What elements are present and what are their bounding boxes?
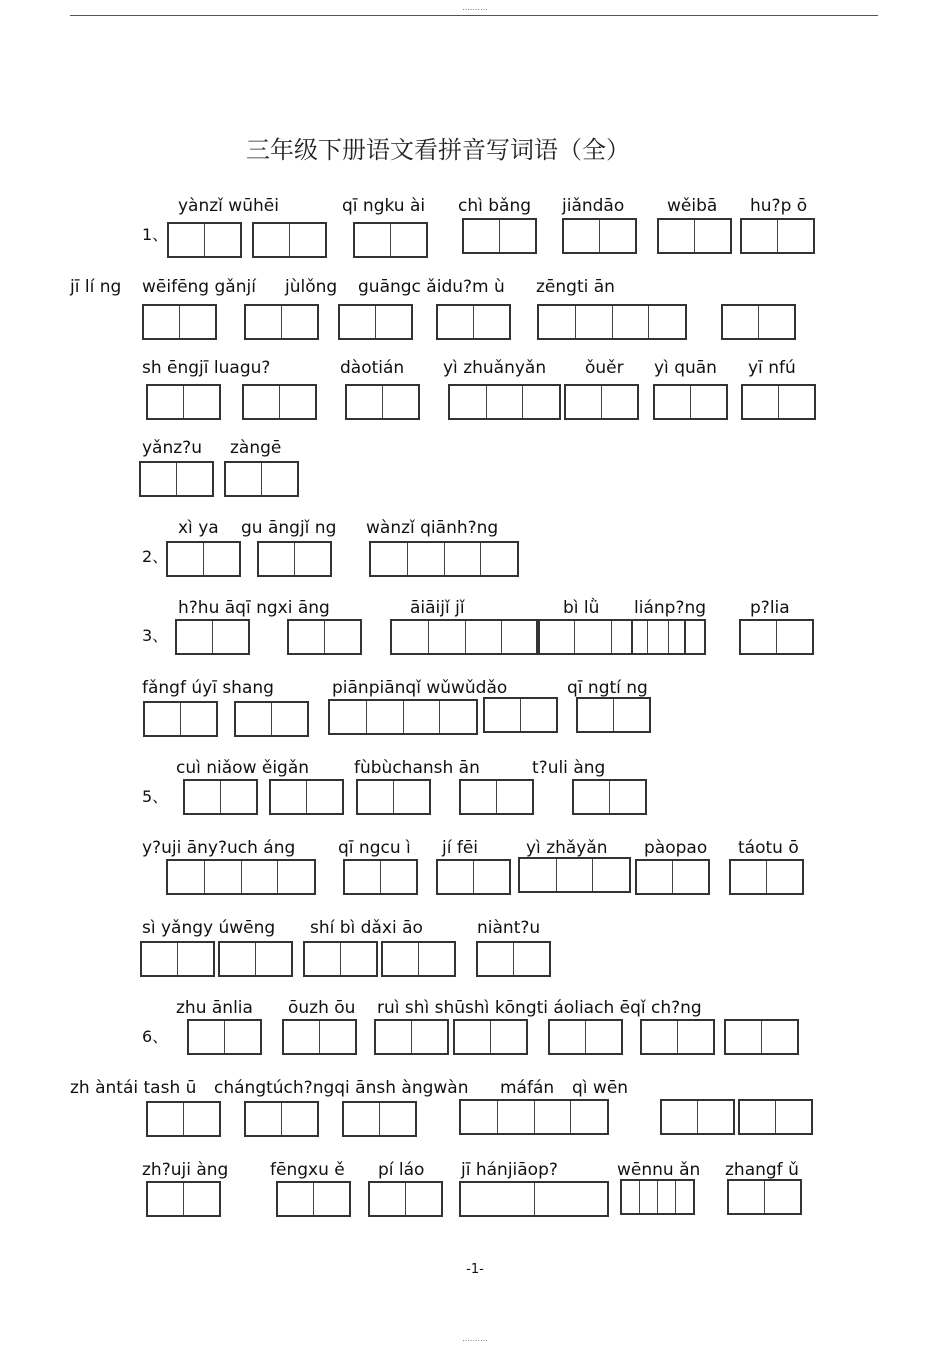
writing-grid[interactable]	[476, 941, 551, 977]
writing-grid[interactable]	[146, 384, 221, 420]
grid-cell[interactable]	[697, 1101, 733, 1133]
pinyin-label: máfán	[500, 1078, 555, 1098]
grid-cell[interactable]	[246, 306, 281, 338]
pinyin-label: sh ēngjī luagu?	[142, 358, 271, 378]
grid-cell[interactable]	[741, 621, 776, 653]
writing-grid[interactable]	[453, 1019, 528, 1055]
writing-grid[interactable]	[244, 304, 319, 340]
grid-cell[interactable]	[480, 543, 517, 575]
pinyin-label: zh àntái tash ū	[70, 1078, 197, 1098]
pinyin-label: wēnnu ǎn	[617, 1160, 701, 1180]
grid-cell[interactable]	[609, 781, 645, 813]
grid-cell[interactable]	[499, 220, 535, 252]
grid-cell[interactable]	[246, 1103, 281, 1135]
grid-cell[interactable]	[212, 621, 248, 653]
grid-cell[interactable]	[355, 224, 390, 256]
question-number: 2、	[142, 547, 169, 566]
pinyin-label: āiāijǐ jǐ	[410, 598, 465, 618]
grid-cell[interactable]	[639, 1181, 657, 1213]
page-number: -1-	[466, 1262, 484, 1277]
writing-grid[interactable]	[143, 701, 218, 737]
grid-cell[interactable]	[556, 859, 593, 891]
grid-cell[interactable]	[393, 781, 429, 813]
grid-cell[interactable]	[376, 1021, 411, 1053]
pinyin-label: pí láo	[378, 1160, 425, 1180]
writing-grid[interactable]	[562, 218, 637, 254]
grid-cell[interactable]	[522, 386, 559, 418]
writing-grid[interactable]	[369, 541, 519, 577]
grid-cell[interactable]	[236, 703, 271, 735]
pinyin-label: bì lǜ	[563, 598, 600, 618]
grid-cell[interactable]	[403, 701, 440, 733]
grid-cell[interactable]	[271, 781, 306, 813]
grid-cell[interactable]	[633, 621, 668, 653]
writing-grid[interactable]	[139, 461, 214, 497]
grid-cell[interactable]	[220, 781, 256, 813]
pinyin-label: zhu ānlia	[176, 998, 253, 1018]
writing-grid[interactable]	[368, 1181, 443, 1217]
grid-cell[interactable]	[168, 861, 204, 893]
grid-cell[interactable]	[259, 543, 294, 575]
writing-grid[interactable]	[142, 304, 217, 340]
pinyin-label: ōuzh ōu	[288, 998, 356, 1018]
writing-grid[interactable]	[739, 619, 814, 655]
pinyin-label: liánp?ng	[634, 598, 707, 618]
grid-cell[interactable]	[599, 220, 635, 252]
pinyin-label: fǎngf úyī shang	[142, 678, 274, 698]
writing-grid[interactable]	[343, 859, 418, 895]
pinyin-label: xì ya	[178, 518, 219, 538]
grid-cell[interactable]	[281, 1103, 317, 1135]
grid-cell[interactable]	[461, 1101, 497, 1133]
writing-grid[interactable]	[166, 541, 241, 577]
grid-cell[interactable]	[375, 306, 411, 338]
grid-cell[interactable]	[731, 861, 766, 893]
grid-cell[interactable]	[694, 220, 730, 252]
writing-grid[interactable]	[342, 1101, 417, 1137]
grid-cell[interactable]	[648, 306, 685, 338]
pinyin-label: qī ngcu ì	[338, 838, 411, 858]
grid-cell[interactable]	[220, 943, 255, 975]
grid-cell[interactable]	[392, 621, 428, 653]
grid-cell[interactable]	[668, 621, 704, 653]
pinyin-label: gu āngjǐ ng	[241, 518, 337, 538]
writing-grid[interactable]	[218, 941, 293, 977]
writing-grid[interactable]	[459, 779, 534, 815]
grid-cell[interactable]	[277, 861, 314, 893]
pinyin-label: qì wēn	[572, 1078, 629, 1098]
writing-grid[interactable]	[183, 779, 258, 815]
grid-cell[interactable]	[690, 386, 726, 418]
grid-cell[interactable]	[271, 703, 307, 735]
grid-cell[interactable]	[144, 306, 179, 338]
writing-grid[interactable]	[518, 857, 631, 893]
question-number: 5、	[142, 787, 169, 806]
grid-cell[interactable]	[637, 861, 672, 893]
grid-cell[interactable]	[183, 1183, 219, 1215]
grid-cell[interactable]	[655, 386, 690, 418]
pinyin-label: wēifēng gǎnjí	[142, 277, 256, 297]
writing-grid[interactable]	[576, 697, 651, 733]
grid-cell[interactable]	[585, 1021, 621, 1053]
grid-cell[interactable]	[622, 1181, 639, 1213]
pinyin-label: chì bǎng	[458, 196, 532, 216]
grid-cell[interactable]	[520, 699, 556, 731]
writing-grid[interactable]	[374, 1019, 449, 1055]
grid-cell[interactable]	[613, 699, 649, 731]
writing-grid[interactable]	[146, 1181, 221, 1217]
grid-cell[interactable]	[464, 220, 499, 252]
pinyin-label: y?uji āny?uch áng	[142, 838, 296, 858]
writing-grid[interactable]	[436, 859, 511, 895]
writing-grid[interactable]	[175, 619, 250, 655]
grid-cell[interactable]	[279, 386, 315, 418]
grid-cell[interactable]	[168, 543, 203, 575]
grid-cell[interactable]	[418, 943, 454, 975]
grid-cell[interactable]	[183, 386, 219, 418]
grid-cell[interactable]	[177, 621, 212, 653]
writing-grid[interactable]	[653, 384, 728, 420]
grid-cell[interactable]	[490, 1021, 526, 1053]
grid-cell[interactable]	[319, 1021, 355, 1053]
pinyin-label: zàngē	[230, 438, 282, 458]
grid-cell[interactable]	[407, 543, 444, 575]
grid-cell[interactable]	[775, 1101, 811, 1133]
writing-grid[interactable]	[548, 1019, 623, 1055]
grid-cell[interactable]	[411, 1021, 447, 1053]
grid-cell[interactable]	[179, 306, 215, 338]
grid-cell[interactable]	[261, 463, 297, 495]
grid-cell[interactable]	[244, 386, 279, 418]
writing-grid[interactable]	[242, 384, 317, 420]
writing-grid[interactable]	[167, 222, 242, 258]
grid-cell[interactable]	[726, 1021, 761, 1053]
grid-cell[interactable]	[294, 543, 330, 575]
grid-cell[interactable]	[761, 1021, 797, 1053]
grid-cell[interactable]	[382, 386, 418, 418]
pinyin-label: qī ngku ài	[342, 196, 426, 216]
grid-cell[interactable]	[345, 861, 380, 893]
writing-grid[interactable]	[537, 304, 687, 340]
pinyin-label: wànzǐ qiānh?ng	[366, 518, 499, 538]
writing-grid[interactable]	[140, 941, 215, 977]
pinyin-label: t?uli àng	[532, 758, 606, 778]
writing-grid[interactable]	[660, 1099, 735, 1135]
writing-grid[interactable]	[727, 1179, 802, 1215]
grid-cell[interactable]	[226, 463, 261, 495]
grid-cell[interactable]	[224, 1021, 260, 1053]
grid-cell[interactable]	[204, 861, 241, 893]
writing-grid[interactable]	[187, 1019, 262, 1055]
grid-cell[interactable]	[592, 859, 629, 891]
grid-cell[interactable]	[575, 306, 612, 338]
grid-cell[interactable]	[659, 220, 694, 252]
grid-cell[interactable]	[203, 543, 239, 575]
grid-cell[interactable]	[566, 386, 601, 418]
writing-grid[interactable]	[276, 1181, 351, 1217]
pinyin-label: jùlǒng	[285, 277, 338, 297]
grid-cell[interactable]	[189, 1021, 224, 1053]
writing-grid[interactable]	[436, 304, 511, 340]
writing-grid[interactable]	[146, 1101, 221, 1137]
grid-cell[interactable]	[177, 943, 213, 975]
grid-cell[interactable]	[438, 306, 473, 338]
writing-grid[interactable]	[338, 304, 413, 340]
writing-grid[interactable]	[459, 1099, 609, 1135]
pinyin-label: cuì niǎow ěigǎn	[176, 758, 310, 778]
writing-grid[interactable]	[166, 859, 316, 895]
grid-cell[interactable]	[324, 621, 360, 653]
grid-cell[interactable]	[723, 306, 758, 338]
writing-grid[interactable]	[721, 304, 796, 340]
page-title: 三年级下册语文看拼音写词语（全）	[246, 136, 630, 164]
grid-cell[interactable]	[370, 1183, 405, 1215]
pinyin-label: zh?uji àng	[142, 1160, 229, 1180]
grid-cell[interactable]	[344, 1103, 379, 1135]
grid-cell[interactable]	[347, 386, 382, 418]
grid-cell[interactable]	[176, 463, 212, 495]
grid-cell[interactable]	[777, 220, 813, 252]
writing-grid[interactable]	[572, 779, 647, 815]
footer-dots: ..........	[462, 1334, 488, 1343]
writing-grid[interactable]	[252, 222, 327, 258]
grid-cell[interactable]	[675, 1181, 693, 1213]
grid-cell[interactable]	[497, 1101, 534, 1133]
grid-cell[interactable]	[148, 1103, 183, 1135]
writing-grid[interactable]	[345, 384, 420, 420]
grid-cell[interactable]	[340, 306, 375, 338]
header-dots: ..........	[462, 3, 488, 12]
grid-cell[interactable]	[534, 1183, 608, 1215]
writing-grid[interactable]	[224, 461, 299, 497]
grid-cell[interactable]	[183, 1103, 219, 1135]
grid-cell[interactable]	[142, 943, 177, 975]
pinyin-label: yì zhǎyǎn	[526, 838, 608, 858]
grid-cell[interactable]	[380, 861, 416, 893]
grid-cell[interactable]	[438, 861, 473, 893]
grid-cell[interactable]	[461, 781, 496, 813]
pinyin-label: hu?p ō	[750, 196, 808, 216]
writing-grid[interactable]	[269, 779, 344, 815]
writing-grid[interactable]	[448, 384, 561, 420]
grid-cell[interactable]	[148, 1183, 183, 1215]
grid-cell[interactable]	[485, 699, 520, 731]
writing-grid[interactable]	[640, 1019, 715, 1055]
writing-grid[interactable]	[729, 859, 804, 895]
grid-cell[interactable]	[439, 701, 476, 733]
pinyin-label: p?lia	[750, 598, 790, 618]
grid-cell[interactable]	[254, 224, 289, 256]
writing-grid[interactable]	[328, 699, 478, 735]
writing-grid[interactable]	[459, 1181, 609, 1217]
grid-cell[interactable]	[366, 701, 403, 733]
grid-cell[interactable]	[677, 1021, 713, 1053]
writing-grid[interactable]	[657, 218, 732, 254]
writing-grid[interactable]	[381, 941, 456, 977]
grid-cell[interactable]	[538, 621, 574, 653]
grid-cell[interactable]	[496, 781, 532, 813]
grid-cell[interactable]	[371, 543, 407, 575]
grid-cell[interactable]	[743, 386, 778, 418]
grid-cell[interactable]	[305, 943, 340, 975]
writing-grid[interactable]	[234, 701, 309, 737]
pinyin-label: yì zhuǎnyǎn	[443, 358, 547, 378]
grid-cell[interactable]	[405, 1183, 441, 1215]
grid-cell[interactable]	[534, 1101, 571, 1133]
grid-cell[interactable]	[550, 1021, 585, 1053]
grid-cell[interactable]	[729, 1181, 764, 1213]
grid-cell[interactable]	[379, 1103, 415, 1135]
grid-cell[interactable]	[642, 1021, 677, 1053]
pinyin-label: táotu ō	[738, 838, 799, 858]
grid-cell[interactable]	[501, 621, 538, 653]
grid-cell[interactable]	[766, 861, 802, 893]
pinyin-label: jiǎndāo	[562, 196, 625, 216]
writing-grid[interactable]	[356, 779, 431, 815]
grid-cell[interactable]	[145, 703, 180, 735]
grid-cell[interactable]	[513, 943, 549, 975]
grid-cell[interactable]	[241, 861, 278, 893]
pinyin-label: jí fēi	[442, 838, 479, 858]
grid-cell[interactable]	[539, 306, 575, 338]
grid-cell[interactable]	[204, 224, 240, 256]
grid-cell[interactable]	[444, 543, 481, 575]
pinyin-label: shí bì dǎxi āo	[310, 918, 423, 938]
pinyin-label: qī ngtí ng	[567, 678, 648, 698]
grid-cell[interactable]	[340, 943, 376, 975]
grid-cell[interactable]	[473, 861, 509, 893]
pinyin-label: ruì shì shūshì kōngti áoliach ēqǐ ch?ng	[377, 998, 702, 1018]
grid-cell[interactable]	[574, 621, 611, 653]
grid-cell[interactable]	[255, 943, 291, 975]
grid-cell[interactable]	[473, 306, 509, 338]
grid-cell[interactable]	[278, 1183, 313, 1215]
grid-cell[interactable]	[284, 1021, 319, 1053]
grid-cell[interactable]	[657, 1181, 675, 1213]
pinyin-label: fēngxu ě	[270, 1160, 345, 1180]
pinyin-label: yì quān	[654, 358, 717, 378]
pinyin-label: yǎnz?u	[142, 438, 202, 458]
pinyin-label: jī hánjiāop?	[461, 1160, 558, 1180]
grid-cell[interactable]	[185, 781, 220, 813]
grid-cell[interactable]	[450, 386, 486, 418]
grid-cell[interactable]	[570, 1101, 607, 1133]
grid-cell[interactable]	[486, 386, 523, 418]
pinyin-label: wěibā	[667, 196, 718, 216]
writing-grid[interactable]	[724, 1019, 799, 1055]
writing-grid[interactable]	[353, 222, 428, 258]
grid-cell[interactable]	[289, 621, 324, 653]
grid-cell[interactable]	[180, 703, 216, 735]
grid-cell[interactable]	[662, 1101, 697, 1133]
question-number: 3、	[142, 626, 169, 645]
writing-grid[interactable]	[564, 384, 639, 420]
grid-cell[interactable]	[574, 781, 609, 813]
writing-grid[interactable]	[483, 697, 558, 733]
grid-cell[interactable]	[601, 386, 637, 418]
grid-cell[interactable]	[612, 306, 649, 338]
header-rule	[70, 15, 878, 16]
grid-cell[interactable]	[281, 306, 317, 338]
writing-grid[interactable]	[390, 619, 540, 655]
grid-cell[interactable]	[306, 781, 342, 813]
pinyin-label: sì yǎngy úwēng	[142, 918, 276, 938]
grid-cell[interactable]	[764, 1181, 800, 1213]
pinyin-label: zēngti ān	[536, 277, 615, 297]
pinyin-label: piānpiānqǐ wǔwǔdǎo	[332, 678, 508, 698]
pinyin-label: dàotián	[340, 358, 405, 378]
grid-cell[interactable]	[169, 224, 204, 256]
pinyin-label: jī lí ng	[70, 277, 122, 297]
grid-cell[interactable]	[520, 859, 556, 891]
writing-grid[interactable]	[635, 859, 710, 895]
pinyin-label: ǒuěr	[585, 358, 624, 378]
pinyin-label: yī nfú	[748, 358, 796, 378]
grid-cell[interactable]	[758, 306, 794, 338]
grid-cell[interactable]	[289, 224, 325, 256]
grid-cell[interactable]	[358, 781, 393, 813]
writing-grid[interactable]	[740, 218, 815, 254]
grid-cell[interactable]	[390, 224, 426, 256]
pinyin-label: guāngc ǎidu?m ù	[358, 277, 505, 297]
grid-cell[interactable]	[313, 1183, 349, 1215]
writing-grid[interactable]	[244, 1101, 319, 1137]
grid-cell[interactable]	[428, 621, 465, 653]
grid-cell[interactable]	[564, 220, 599, 252]
question-number: 1、	[142, 225, 169, 244]
pinyin-label: yànzǐ wūhēi	[178, 196, 279, 216]
grid-cell[interactable]	[478, 943, 513, 975]
grid-cell[interactable]	[148, 386, 183, 418]
writing-grid[interactable]	[631, 619, 706, 655]
grid-cell[interactable]	[141, 463, 176, 495]
grid-cell[interactable]	[461, 1183, 534, 1215]
grid-cell[interactable]	[742, 220, 777, 252]
writing-grid[interactable]	[741, 384, 816, 420]
pinyin-label: chángtúch?ngqi ānsh àngwàn	[214, 1078, 469, 1098]
question-number: 6、	[142, 1027, 169, 1046]
pinyin-label: fùbùchansh ān	[354, 758, 480, 778]
grid-cell[interactable]	[465, 621, 502, 653]
pinyin-label: niànt?u	[477, 918, 541, 938]
pinyin-label: pàopao	[644, 838, 708, 858]
pinyin-label: h?hu āqī ngxi āng	[178, 598, 330, 618]
grid-cell[interactable]	[578, 699, 613, 731]
grid-cell[interactable]	[776, 621, 812, 653]
writing-grid[interactable]	[738, 1099, 813, 1135]
writing-grid[interactable]	[282, 1019, 357, 1055]
writing-grid[interactable]	[620, 1179, 695, 1215]
grid-cell[interactable]	[672, 861, 708, 893]
writing-grid[interactable]	[462, 218, 537, 254]
grid-cell[interactable]	[383, 943, 418, 975]
writing-grid[interactable]	[303, 941, 378, 977]
writing-grid[interactable]	[257, 541, 332, 577]
grid-cell[interactable]	[455, 1021, 490, 1053]
grid-cell[interactable]	[740, 1101, 775, 1133]
grid-cell[interactable]	[330, 701, 366, 733]
writing-grid[interactable]	[287, 619, 362, 655]
grid-cell[interactable]	[778, 386, 814, 418]
pinyin-label: zhangf ǔ	[725, 1160, 799, 1180]
